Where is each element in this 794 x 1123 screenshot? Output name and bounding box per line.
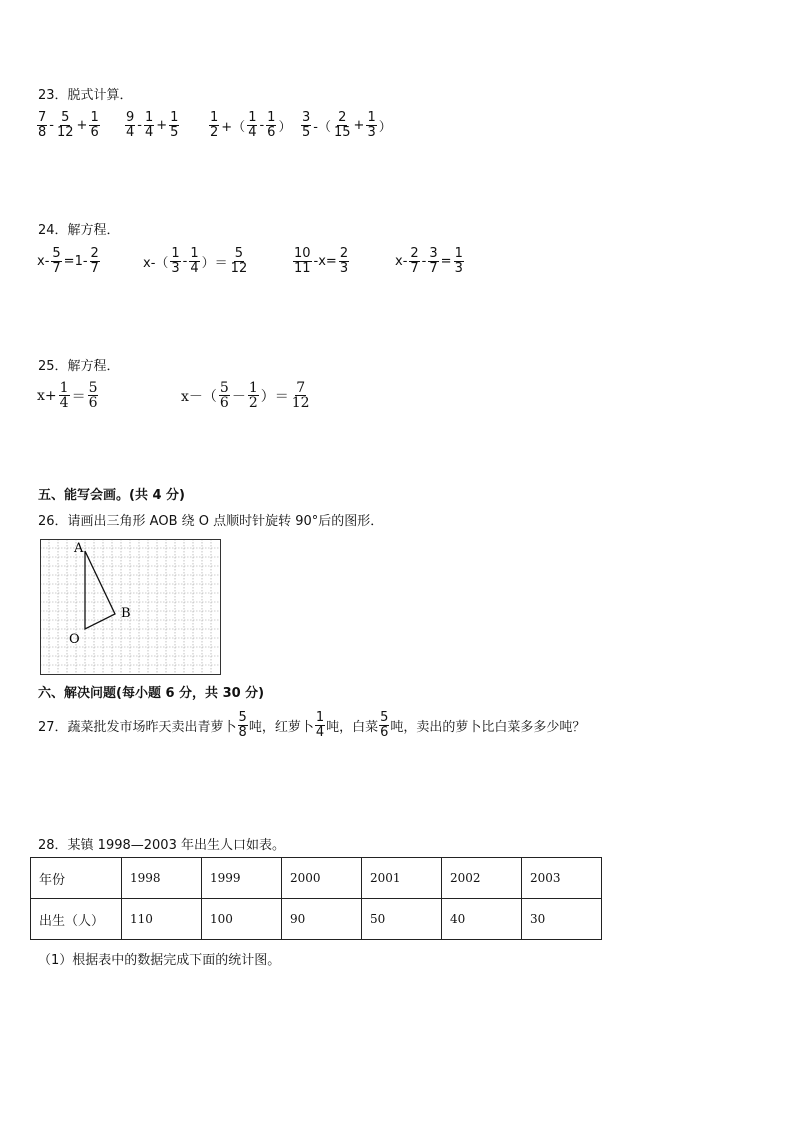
- q28-title: 28．某镇 1998—2003 年出生人口如表。: [38, 838, 285, 853]
- q27-text: 27．蔬菜批发市场昨天卖出青萝卜 $\frac{5}{8}$ 吨，红萝卜 $\frac{1}{4}$ 吨，白菜 $\frac{5}{6}$ 吨，卖出的萝卜比白菜多多少吨？: [38, 710, 586, 740]
- q25-expr-1: x+ $\frac{1}{4}$ ＝ $\frac{5}{6}$: [37, 380, 98, 411]
- year-cell: 2003: [522, 858, 602, 899]
- q24-expr-3: $\frac{10}{11}$ -x= $\frac{2}{3}$: [294, 246, 349, 276]
- fraction: $\frac{5}{12}$: [56, 110, 74, 140]
- fraction: $\frac{5}{6}$: [219, 380, 229, 411]
- fraction: $\frac{1}{6}$: [90, 110, 99, 140]
- birth-population-table: [30, 857, 602, 940]
- fraction: $\frac{3}{5}$: [302, 110, 311, 140]
- q24-title: 24．解方程．: [38, 223, 120, 238]
- fraction: $\frac{5}{8}$: [238, 710, 247, 740]
- label-a: A: [74, 541, 84, 556]
- fraction: $\frac{5}{6}$: [88, 380, 98, 411]
- fraction: $\frac{5}{12}$: [230, 246, 248, 276]
- q24-expr-1: x- $\frac{5}{7}$ =1- $\frac{2}{7}$: [37, 246, 99, 276]
- fraction: $\frac{1}{4}$: [248, 110, 257, 140]
- year-cell: 1998: [122, 858, 202, 899]
- table-row: [31, 858, 602, 899]
- header-label-cell: 年份: [31, 858, 122, 899]
- fraction: $\frac{5}{6}$: [380, 710, 389, 740]
- q23-expr-4: $\frac{3}{5}$ -（ $\frac{2}{15}$ + $\frac{1}{3}$ ）: [302, 110, 392, 140]
- fraction: $\frac{1}{3}$: [367, 110, 376, 140]
- fraction: $\frac{1}{4}$: [190, 246, 199, 276]
- q23-expr-2: $\frac{9}{4}$ - $\frac{1}{4}$ + $\frac{1}{5}$: [126, 110, 179, 140]
- fraction: $\frac{10}{11}$: [294, 246, 311, 276]
- fraction: $\frac{1}{4}$: [144, 110, 154, 140]
- fraction: $\frac{2}{7}$: [90, 246, 99, 276]
- q25-expr-2: x－（ $\frac{5}{6}$ － $\frac{1}{2}$ ）＝ $\frac{7}{12}$: [181, 380, 310, 411]
- row-label-cell: 出生（人）: [31, 899, 122, 940]
- fraction: $\frac{1}{2}$: [248, 380, 258, 411]
- year-cell: 1999: [202, 858, 282, 899]
- rotation-grid: [40, 539, 222, 675]
- section-6-heading: 六、解决问题(每小题 6 分，共 30 分): [38, 686, 265, 701]
- value-cell: 40: [442, 899, 522, 940]
- q28-sub-1: （1）根据表中的数据完成下面的统计图。: [38, 953, 281, 968]
- q23-expr-3: $\frac{1}{2}$ +（ $\frac{1}{4}$ - $\frac{1}{6}$ ）: [210, 110, 292, 140]
- label-b: B: [121, 606, 131, 621]
- value-cell: 90: [282, 899, 362, 940]
- fraction: $\frac{1}{3}$: [171, 246, 180, 276]
- value-cell: 110: [122, 899, 202, 940]
- triangle-aob: [85, 551, 115, 629]
- q25-title: 25．解方程．: [38, 359, 120, 374]
- fraction: $\frac{1}{3}$: [454, 246, 463, 276]
- q26-title: 26．请画出三角形 AOB 绕 O 点顺时针旋转 90°后的图形．: [38, 514, 384, 529]
- fraction: $\frac{7}{8}$: [38, 110, 47, 140]
- q23-title: 23．脱式计算．: [38, 88, 133, 103]
- fraction: $\frac{9}{4}$: [126, 110, 135, 140]
- value-cell: 100: [202, 899, 282, 940]
- fraction: $\frac{1}{4}$: [59, 380, 69, 411]
- fraction: $\frac{1}{4}$: [315, 710, 325, 740]
- fraction: $\frac{2}{7}$: [410, 246, 419, 276]
- fraction: $\frac{1}{2}$: [210, 110, 219, 140]
- label-o: O: [69, 632, 80, 647]
- q24-expr-4: x- $\frac{2}{7}$ - $\frac{3}{7}$ = $\frac{1}{3}$: [395, 246, 463, 276]
- value-cell: 50: [362, 899, 442, 940]
- section-5-heading: 五、能写会画。(共 4 分): [38, 488, 185, 503]
- fraction: $\frac{7}{12}$: [291, 380, 310, 411]
- value-cell: 30: [522, 899, 602, 940]
- year-cell: 2001: [362, 858, 442, 899]
- q23-expr-1: $\frac{7}{8}$ - $\frac{5}{12}$ + $\frac{1}{6}$: [38, 110, 99, 140]
- fraction: $\frac{1}{5}$: [170, 110, 179, 140]
- fraction: $\frac{2}{3}$: [339, 246, 349, 276]
- table-row: [31, 899, 602, 940]
- year-cell: 2000: [282, 858, 362, 899]
- fraction: $\frac{1}{6}$: [267, 110, 276, 140]
- fraction: $\frac{5}{7}$: [52, 246, 61, 276]
- q24-expr-2: x-（ $\frac{1}{3}$ - $\frac{1}{4}$ ）＝ $\frac{5}{12}$: [143, 246, 248, 276]
- fraction: $\frac{2}{15}$: [333, 110, 351, 140]
- fraction: $\frac{3}{7}$: [429, 246, 438, 276]
- year-cell: 2002: [442, 858, 522, 899]
